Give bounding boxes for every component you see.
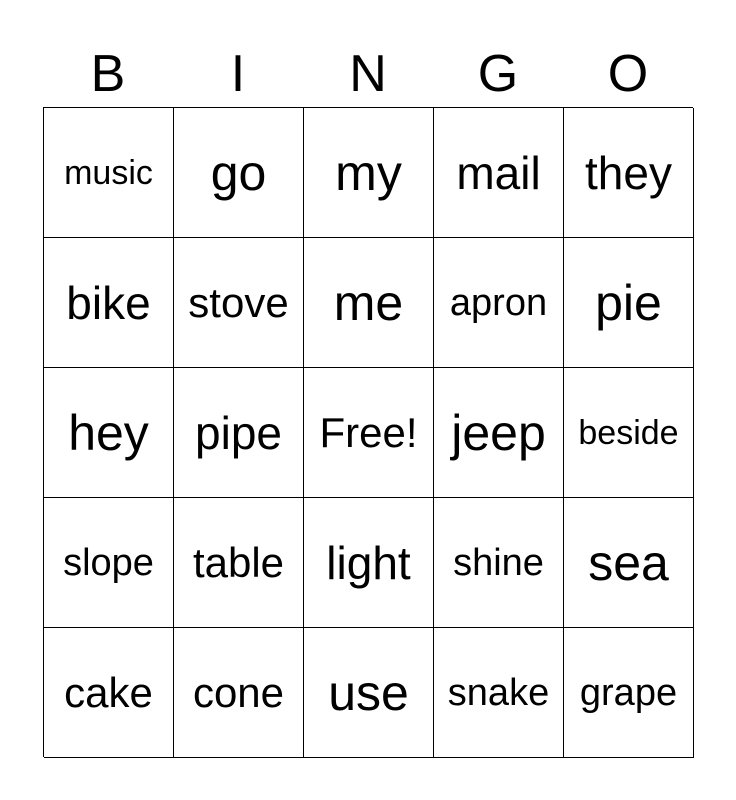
- bingo-cell[interactable]: cone: [174, 628, 304, 758]
- bingo-cell[interactable]: sea: [564, 498, 694, 628]
- bingo-cell[interactable]: slope: [44, 498, 174, 628]
- bingo-cell[interactable]: table: [174, 498, 304, 628]
- bingo-cell[interactable]: me: [304, 238, 434, 368]
- header-letter-i: I: [230, 45, 246, 103]
- bingo-cell[interactable]: hey: [44, 368, 174, 498]
- bingo-cell[interactable]: mail: [434, 108, 564, 238]
- bingo-cell[interactable]: shine: [434, 498, 564, 628]
- bingo-cell[interactable]: jeep: [434, 368, 564, 498]
- free-space-cell[interactable]: Free!: [304, 368, 434, 498]
- bingo-cell[interactable]: apron: [434, 238, 564, 368]
- bingo-header: [43, 44, 693, 104]
- bingo-board: [43, 107, 693, 757]
- bingo-cell[interactable]: beside: [564, 368, 694, 498]
- bingo-cell[interactable]: they: [564, 108, 694, 238]
- bingo-cell[interactable]: snake: [434, 628, 564, 758]
- bingo-cell[interactable]: cake: [44, 628, 174, 758]
- bingo-cell[interactable]: use: [304, 628, 434, 758]
- bingo-cell[interactable]: light: [304, 498, 434, 628]
- bingo-cell[interactable]: pipe: [174, 368, 304, 498]
- bingo-cell[interactable]: my: [304, 108, 434, 238]
- bingo-cell[interactable]: grape: [564, 628, 694, 758]
- bingo-cell[interactable]: pie: [564, 238, 694, 368]
- header-letter-g: G: [477, 45, 519, 103]
- bingo-cell[interactable]: music: [44, 108, 174, 238]
- bingo-cell[interactable]: bike: [44, 238, 174, 368]
- header-letter-n: N: [349, 45, 387, 103]
- bingo-cell[interactable]: stove: [174, 238, 304, 368]
- bingo-cell[interactable]: go: [174, 108, 304, 238]
- header-letter-o: O: [607, 45, 649, 103]
- header-letter-b: B: [90, 45, 126, 103]
